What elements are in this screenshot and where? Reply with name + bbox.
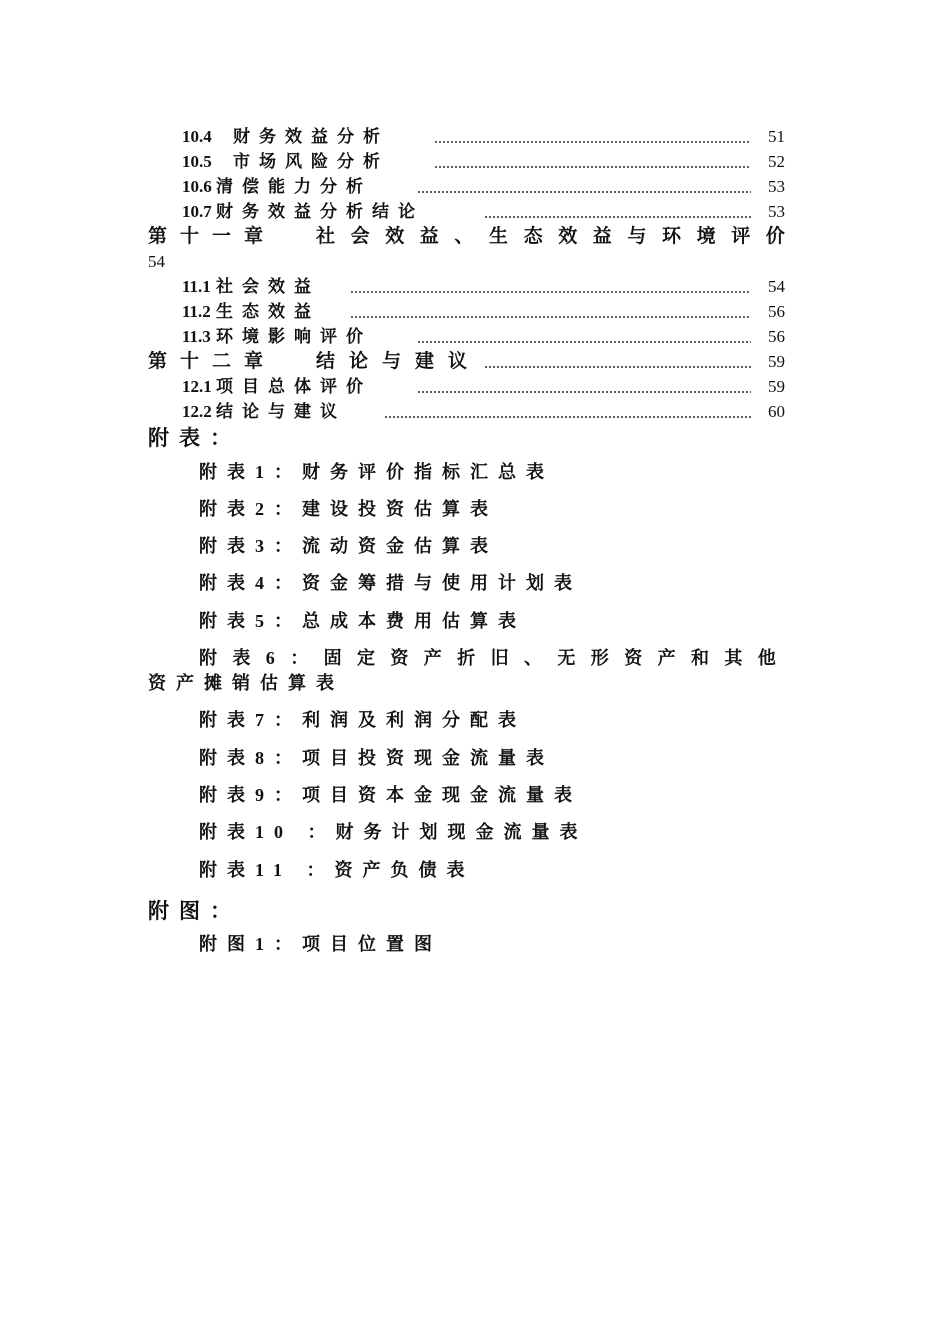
- toc-chapter-12[interactable]: [0, 349, 950, 374]
- appendix-figures-heading: 附图：: [148, 899, 241, 923]
- toc-page-number: 51: [768, 127, 785, 146]
- toc-chapter-title: 结论与建议: [316, 351, 482, 372]
- toc-number: 11.1: [182, 277, 211, 296]
- toc-page-number: 59: [768, 377, 785, 396]
- appendix-table-item: 附表1：财务评价指标汇总表: [199, 462, 554, 482]
- toc-entry-12-2[interactable]: [0, 399, 950, 424]
- toc-chapter-number: 第十一章: [148, 226, 277, 247]
- toc-number: 11.3: [182, 327, 211, 346]
- toc-title: 生态效益: [216, 302, 320, 321]
- toc-page-number: 59: [768, 352, 785, 371]
- toc-page-number: 53: [768, 202, 785, 221]
- toc-leader-dots: [417, 341, 751, 343]
- toc-title: 社会效益: [216, 277, 320, 296]
- toc-number: 10.5: [182, 152, 212, 171]
- toc-entry-10-7[interactable]: [0, 199, 950, 224]
- toc-page-number: 54: [768, 277, 785, 296]
- toc-title: 结论与建议: [216, 402, 346, 421]
- toc-title: 清偿能力分析: [216, 177, 372, 196]
- appendix-table-item: 附表8：项目投资现金流量表: [199, 748, 554, 768]
- toc-number: 10.4: [182, 127, 212, 146]
- appendix-table-item: 附表11 ：资产负债表: [199, 860, 475, 880]
- toc-entry-11-1[interactable]: [0, 274, 950, 299]
- toc-leader-dots: [484, 216, 751, 218]
- toc-page-number: 60: [768, 402, 785, 421]
- appendix-figure-item: 附图1：项目位置图: [199, 934, 442, 954]
- toc-chapter-number: 第十二章: [148, 351, 277, 372]
- toc-leader-dots: [350, 291, 751, 293]
- appendix-table-item: 附表6：固定资产折旧、无形资产和其他: [199, 648, 792, 668]
- toc-leader-dots: [434, 141, 751, 143]
- toc-leader-dots: [434, 166, 751, 168]
- toc-title: 财务效益分析: [233, 127, 389, 146]
- toc-chapter-11[interactable]: [0, 224, 950, 249]
- toc-entry-10-4[interactable]: [0, 124, 950, 149]
- appendix-table-item: 附表2：建设投资估算表: [199, 499, 498, 519]
- toc-title: 财务效益分析结论: [216, 202, 424, 221]
- toc-entry-10-5[interactable]: [0, 149, 950, 174]
- appendix-table-item: 附表3：流动资金估算表: [199, 536, 498, 556]
- toc-entry-11-2[interactable]: [0, 299, 950, 324]
- appendix-table-item: 附表7：利润及利润分配表: [199, 710, 526, 730]
- toc-page-number: 56: [768, 302, 785, 321]
- toc-chapter-title: 社会效益、生态效益与环境评价: [316, 226, 801, 247]
- toc-entry-11-3[interactable]: [0, 324, 950, 349]
- toc-page-number: 56: [768, 327, 785, 346]
- toc-leader-dots: [417, 191, 751, 193]
- toc-chapter-11-page-number: 54: [148, 252, 165, 271]
- appendix-table-item: 附表4：资金筹措与使用计划表: [199, 573, 582, 593]
- toc-leader-dots: [484, 366, 751, 368]
- toc-number: 10.6: [182, 177, 212, 196]
- appendix-table-item: 附表5：总成本费用估算表: [199, 611, 526, 631]
- appendix-tables-heading: 附表：: [148, 426, 241, 450]
- appendix-table-item-continuation: 资产摊销估算表: [148, 673, 344, 693]
- appendix-table-item: 附表9：项目资本金现金流量表: [199, 785, 582, 805]
- toc-number: 12.2: [182, 402, 212, 421]
- toc-entry-10-6[interactable]: [0, 174, 950, 199]
- toc-page-number: 52: [768, 152, 785, 171]
- toc-title: 环境影响评价: [216, 327, 372, 346]
- appendix-table-item: 附表10 ：财务计划现金流量表: [199, 822, 588, 842]
- toc-title: 项目总体评价: [216, 377, 372, 396]
- toc-leader-dots: [350, 316, 751, 318]
- toc-page-number: 53: [768, 177, 785, 196]
- toc-title: 市场风险分析: [233, 152, 389, 171]
- toc-number: 11.2: [182, 302, 211, 321]
- toc-number: 10.7: [182, 202, 212, 221]
- toc-leader-dots: [417, 391, 751, 393]
- toc-entry-12-1[interactable]: [0, 374, 950, 399]
- toc-number: 12.1: [182, 377, 212, 396]
- toc-leader-dots: [384, 416, 751, 418]
